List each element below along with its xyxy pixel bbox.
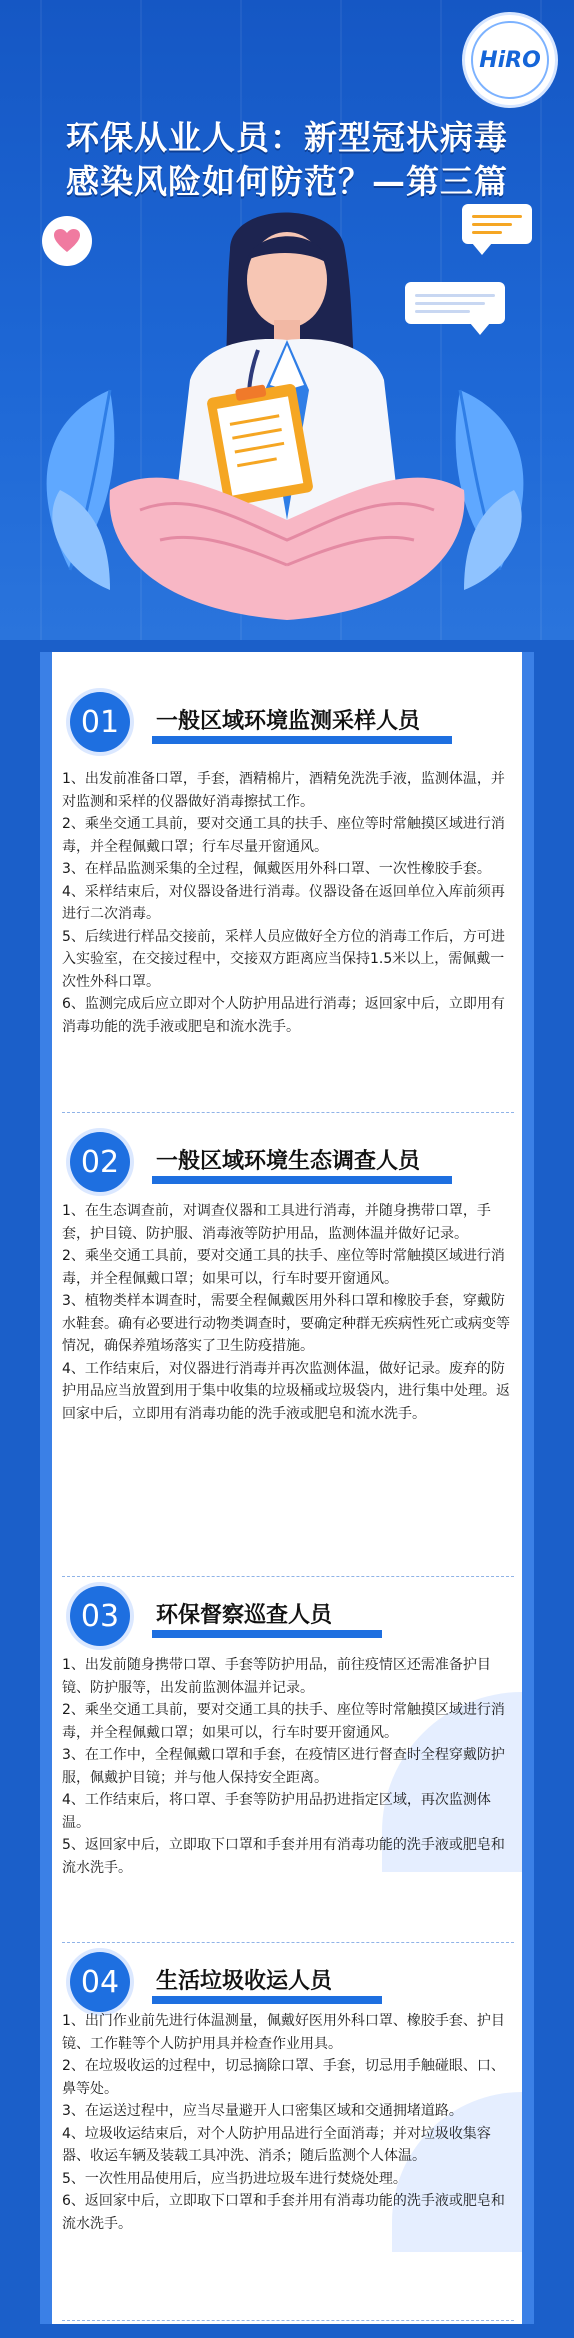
section-underline bbox=[152, 1176, 452, 1184]
list-item: 3、在运送过程中，应当尽量避开人口密集区域和交通拥堵道路。 bbox=[62, 2103, 463, 2119]
section-body bbox=[62, 1654, 514, 1879]
divider bbox=[62, 1112, 514, 1113]
section-number: 03 bbox=[70, 1586, 130, 1646]
page-title-line1: 环保从业人员：新型冠状病毒 bbox=[66, 118, 508, 157]
divider bbox=[62, 2320, 514, 2321]
section-header bbox=[70, 1586, 510, 1646]
list-item: 2、乘坐交通工具前，要对交通工具的扶手、座位等时常触摸区域进行消毒，并全程佩戴口罩；行车尽量开窗通风。 bbox=[62, 816, 505, 855]
list-item: 5、后续进行样品交接前，采样人员应做好全方位的消毒工作后，方可进入实验室，在交接过程中，交接双方距离应当保持1.5米以上，需佩戴一次性外科口罩。 bbox=[62, 928, 505, 990]
list-item: 6、监测完成后应立即对个人防护用品进行消毒；返回家中后，立即用有消毒功能的洗手液或肥皂和流水洗手。 bbox=[62, 996, 505, 1035]
section-title: 一般区域环境监测采样人员 bbox=[156, 709, 421, 734]
section-underline bbox=[152, 1630, 382, 1638]
list-item: 3、在工作中，全程佩戴口罩和手套，在疫情区进行督查时全程穿戴防护服，佩戴护目镜；并与他人保持安全距离。 bbox=[62, 1747, 505, 1786]
list-item: 4、工作结束后，将口罩、手套等防护用品扔进指定区域，再次监测体温。 bbox=[62, 1792, 491, 1831]
section-header bbox=[70, 692, 510, 752]
section-body bbox=[62, 768, 514, 1038]
section-title: 生活垃圾收运人员 bbox=[156, 1969, 333, 1994]
logo-text: HiRO bbox=[479, 47, 541, 73]
divider bbox=[62, 1576, 514, 1577]
section-body bbox=[62, 1200, 514, 1425]
section-underline bbox=[152, 736, 452, 744]
list-item: 1、出发前随身携带口罩、手套等防护用品，前往疫情区还需准备护目镜、防护服等，出发前监测体温并记录。 bbox=[62, 1657, 491, 1696]
list-item: 1、在生态调查前，对调查仪器和工具进行消毒，并随身携带口罩，手套，护目镜、防护服、消毒液等防护用品，监测体温并做好记录。 bbox=[62, 1203, 491, 1242]
list-item: 5、返回家中后，立即取下口罩和手套并用有消毒功能的洗手液或肥皂和流水洗手。 bbox=[62, 1837, 505, 1876]
list-item: 2、乘坐交通工具前，要对交通工具的扶手、座位等时常触摸区域进行消毒，并全程佩戴口罩；如果可以，行车时要开窗通风。 bbox=[62, 1702, 505, 1741]
section-title: 一般区域环境生态调查人员 bbox=[156, 1149, 421, 1174]
section-number: 04 bbox=[70, 1952, 130, 2012]
list-item: 5、一次性用品使用后，应当扔进垃圾车进行焚烧处理。 bbox=[62, 2170, 407, 2187]
hero-banner bbox=[0, 0, 574, 640]
list-item: 1、出发前准备口罩，手套，酒精棉片，酒精免洗洗手液，监测体温，并对监测和采样的仪器做好消毒擦拭工作。 bbox=[62, 771, 505, 810]
side-bar-left bbox=[40, 652, 52, 2324]
list-item: 3、植物类样本调查时，需要全程佩戴医用外科口罩和橡胶手套，穿戴防水鞋套。确有必要进行动物类调查时，要确定种群无疾病性死亡或病变等情况，确保养殖场落实了卫生防疫措施。 bbox=[62, 1293, 510, 1354]
section-header bbox=[70, 1132, 510, 1192]
list-item: 4、采样结束后，对仪器设备进行消毒。仪器设备在返回单位入库前须再进行二次消毒。 bbox=[62, 883, 505, 922]
section-title: 环保督察巡查人员 bbox=[156, 1603, 333, 1628]
section-underline bbox=[152, 1996, 382, 2004]
list-item: 2、乘坐交通工具前，要对交通工具的扶手、座位等时常触摸区域进行消毒，并全程佩戴口罩；如果可以，行车时要开窗通风。 bbox=[62, 1248, 505, 1287]
list-item: 6、返回家中后，立即取下口罩和手套并用有消毒功能的洗手液或肥皂和流水洗手。 bbox=[62, 2193, 505, 2232]
section-header bbox=[70, 1952, 510, 2012]
list-item: 1、出门作业前先进行体温测量，佩戴好医用外科口罩、橡胶手套、护目镜、工作鞋等个人防护用具并检查作业用具。 bbox=[62, 2013, 505, 2052]
doctor-illustration bbox=[0, 190, 574, 640]
section-body bbox=[62, 2010, 514, 2235]
divider bbox=[62, 1942, 514, 1943]
list-item: 3、在样品监测采集的全过程，佩戴医用外科口罩、一次性橡胶手套。 bbox=[62, 861, 491, 877]
section-number: 01 bbox=[70, 692, 130, 752]
list-item: 2、在垃圾收运的过程中，切忌摘除口罩、手套，切忌用手触碰眼、口、鼻等处。 bbox=[62, 2058, 505, 2097]
section-number: 02 bbox=[70, 1132, 130, 1192]
list-item: 4、工作结束后，对仪器进行消毒并再次监测体温，做好记录。废弃的防护用品应当放置到用于集中收集的垃圾桶或垃圾袋内，进行集中处理。返回家中后，立即用有消毒功能的洗手液或肥皂和流水洗手。 bbox=[62, 1360, 510, 1422]
list-item: 4、垃圾收运结束后，对个人防护用品进行全面消毒；并对垃圾收集容器、收运车辆及装载工具冲洗、消杀；随后监测个人体温。 bbox=[62, 2125, 491, 2164]
side-bar-right bbox=[522, 652, 534, 2324]
page-title-line2: 感染风险如何防范？—第三篇 bbox=[66, 162, 508, 201]
logo bbox=[462, 12, 558, 108]
